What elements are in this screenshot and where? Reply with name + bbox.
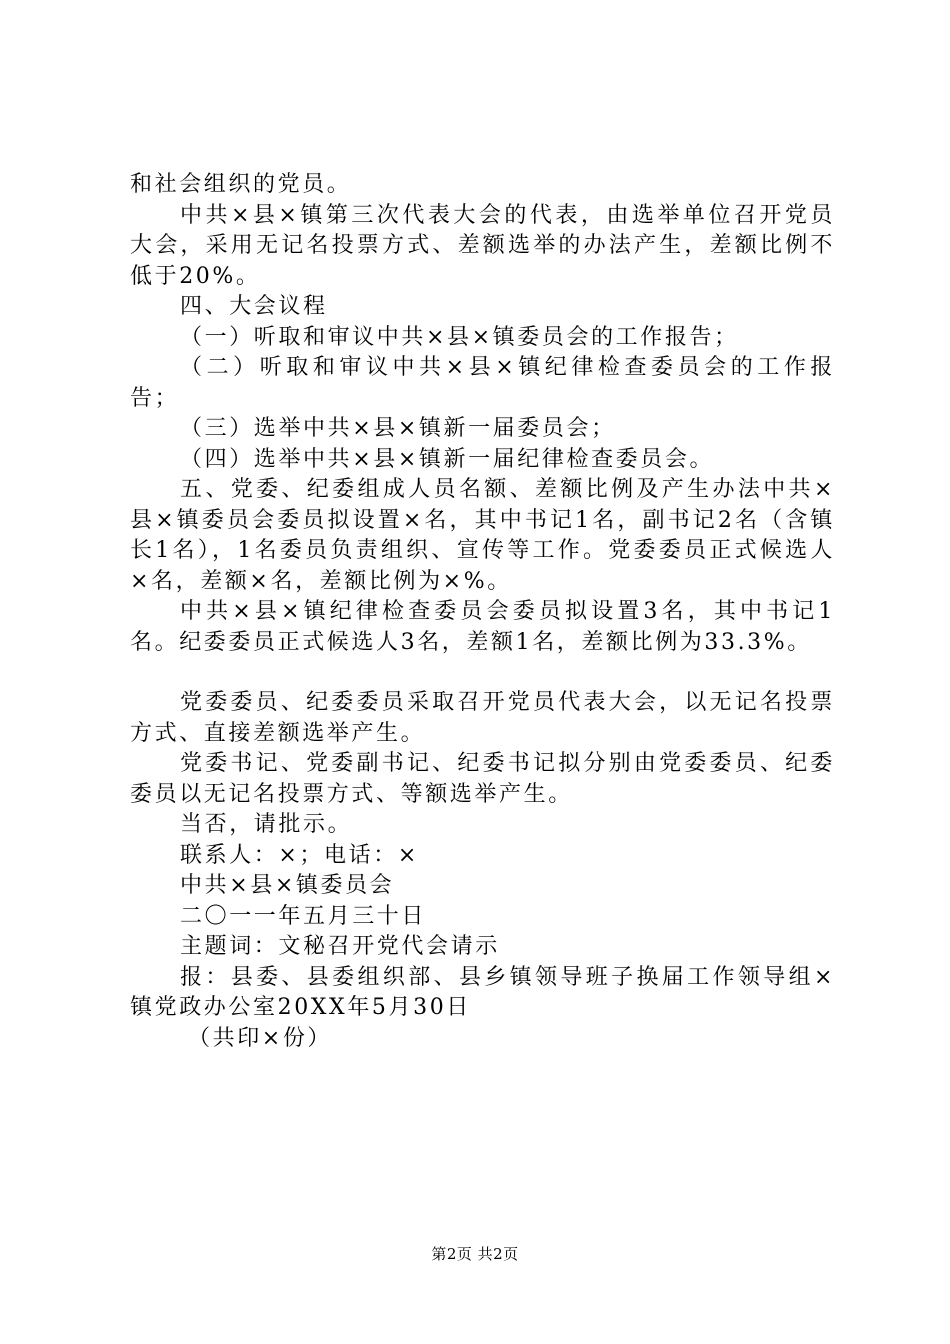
document-body	[130, 170, 835, 1054]
paragraph-election-method: 党委委员、纪委委员采取召开党员代表大会，以无记名投票方式、直接差额选举产生。	[130, 690, 835, 746]
page-number-footer: 第2页 共2页	[431, 1245, 519, 1263]
section-heading-agenda: 四、大会议程	[180, 294, 328, 319]
subject-keywords: 主题词：文秘召开党代会请示	[180, 934, 500, 959]
agenda-item-1: （一）听取和审议中共×县×镇委员会的工作报告；	[180, 324, 739, 350]
paragraph-discipline-committee: 中共×县×镇纪律检查委员会委员拟设置3名，其中书记1名。纪委委员正式候选人3名，差额1名，差额比例为33.3%。	[130, 599, 835, 655]
agenda-item-3: （三）选举中共×县×镇新一届委员会；	[180, 416, 616, 441]
issuer-name: 中共×县×镇委员会	[180, 873, 395, 898]
issue-date: 二〇一一年五月三十日	[180, 903, 427, 929]
request-approval: 当否，请批示。	[180, 812, 353, 837]
paragraph-committee-quota: 五、党委、纪委组成人员名额、差额比例及产生办法中共×县×镇委员会委员拟设置×名，其中书记1名，副书记2名（含镇长1名），1名委员负责组织、宣传等工作。党委委员正式候选人×名，差额×名，差额比例为×%。	[130, 477, 835, 594]
paragraph-secretary-election: 党委书记、党委副书记、纪委书记拟分别由党委委员、纪委委员以无记名投票方式、等额选举产生。	[130, 751, 835, 807]
agenda-item-2: （二）听取和审议中共×县×镇纪律检查委员会的工作报告；	[130, 355, 835, 411]
paragraph-delegates: 中共×县×镇第三次代表大会的代表，由选举单位召开党员大会，采用无记名投票方式、差额选举的办法产生，差额比例不低于20%。	[130, 202, 835, 289]
print-count: （共印×份）	[188, 1025, 333, 1051]
contact-line: 联系人：×；电话：×	[180, 842, 419, 868]
distribution-line: 报：县委、县委组织部、县乡镇领导班子换届工作领导组×镇党政办公室20XX年5月30日	[130, 964, 835, 1020]
agenda-item-4: （四）选举中共×县×镇新一届纪律检查委员会。	[180, 446, 715, 472]
paragraph-continuation: 和社会组织的党员。	[130, 172, 352, 197]
